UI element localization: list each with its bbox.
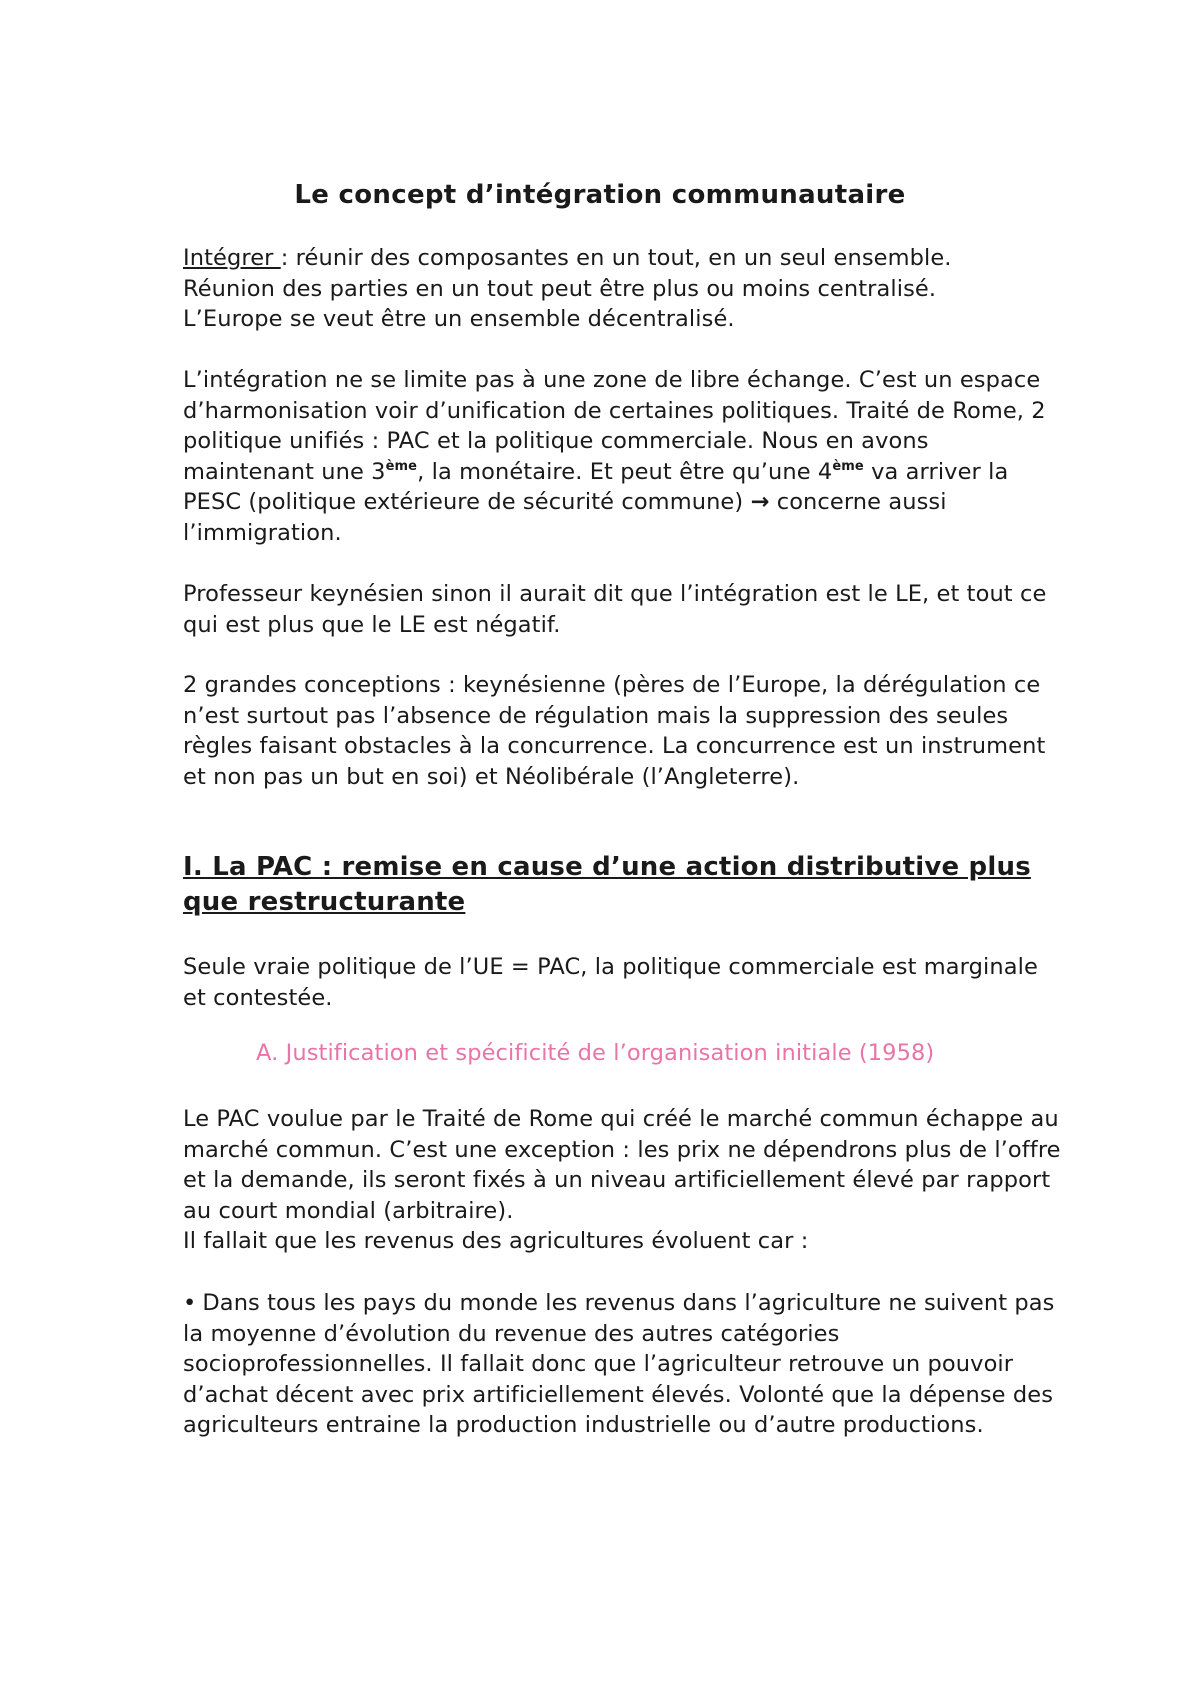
- intro-line-1: [183, 243, 1063, 274]
- list-item-text: Dans tous les pays du monde les revenus dans l’agriculture ne suivent pas la moyenne d’évolution du revenue des autres catégories socioprofessionnelles. Il fallait donc que l’agriculteur retrouve un pouvoir d’achat décent avec prix artificiellement élevés. Volonté que la dépense des agriculteurs entraine la production industrielle ou d’autre productions.: [183, 1290, 1055, 1439]
- list-item: [183, 1288, 1063, 1441]
- arrow-right-icon: →: [750, 489, 770, 516]
- para2-text-b: , la monétaire. Et peut être qu’une 4: [417, 458, 833, 485]
- section-1a-subheading: A. Justification et spécificité de l’organisation initiale (1958): [256, 1040, 935, 1066]
- document-title: Le concept d’intégration communautaire: [294, 180, 906, 210]
- term-integrer: Intégrer: [183, 245, 281, 271]
- paragraph-keynesien-text: Professeur keynésien sinon il aurait dit que l’intégration est le LE, et tout ce qui est plus que le LE est négatif.: [183, 581, 1047, 638]
- section-1-heading: I. La PAC : remise en cause d’une action distributive plus que restructurante: [183, 852, 1031, 917]
- para2-text-c: va arriver la PESC (politique extérieure de sécurité commune): [183, 458, 1009, 516]
- paragraph-integration: [183, 365, 1063, 549]
- section-1a-paragraph: [183, 1104, 1063, 1257]
- section-1-paragraph: [183, 952, 1063, 1013]
- paragraph-conceptions: [183, 670, 1063, 792]
- intro-line-3: L’Europe se veut être un ensemble décentralisé.: [183, 306, 735, 333]
- intro-line-2: Réunion des parties en un tout peut être plus ou moins centralisé.: [183, 275, 937, 302]
- term-definition: : réunir des composantes en un tout, en un seul ensemble.: [280, 245, 952, 271]
- superscript-3eme: ème: [385, 458, 418, 474]
- paragraph-keynesien: [183, 579, 1063, 640]
- section-1a-paragraph-text: Le PAC voulue par le Traité de Rome qui créé le marché commun échappe au marché commun. C’est une exception : les prix ne dépendrons plus de l’offre et la demande, ils seront fixés à un niveau artificiellement élevé par rapport au court mondial (arbitraire).: [183, 1106, 1061, 1224]
- paragraph-conceptions-text: 2 grandes conceptions : keynésienne (pères de l’Europe, la dérégulation ce n’est surtout pas l’absence de régulation mais la suppression des seules règles faisant obstacles à la concurrence. La concurrence est un instrument et non pas un but en soi) et Néolibérale (l’Angleterre).: [183, 672, 1046, 790]
- para2-text-d: concerne aussi l’immigration.: [183, 489, 947, 546]
- para2-text-a: L’intégration ne se limite pas à une zone de libre échange. C’est un espace d’harmonisation voir d’unification de certaines politiques. Traité de Rome, 2 politique unifiés : PAC et la politique commerciale. Nous en avons maintenant une 3: [183, 367, 1046, 485]
- section-1-paragraph-text: Seule vraie politique de l’UE = PAC, la politique commerciale est marginale et contestée.: [183, 954, 1038, 1011]
- paragraph-integration-text: [183, 365, 1063, 549]
- section-1a-paragraph-line: Il fallait que les revenus des agricultures évoluent car :: [183, 1228, 809, 1255]
- bullet-icon: •: [183, 1290, 197, 1316]
- bullet-list: [183, 1288, 1063, 1441]
- intro-paragraph: [183, 243, 1063, 335]
- superscript-4eme: ème: [832, 458, 864, 474]
